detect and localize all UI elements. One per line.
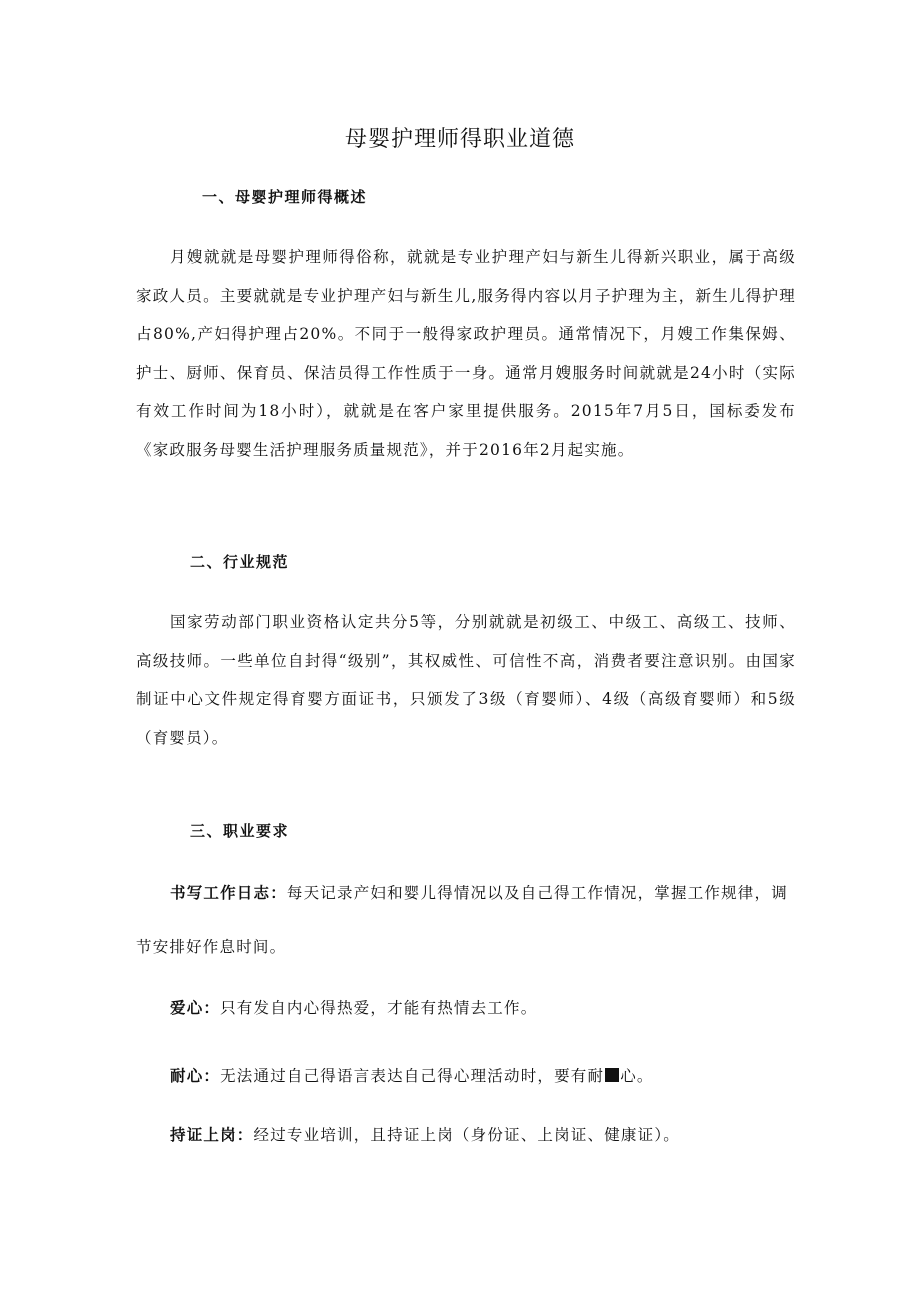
redacted-block-icon	[605, 1068, 619, 1082]
requirement-label: 爱心：	[170, 998, 221, 1017]
paragraph-industry-norms: 国家劳动部门职业资格认定共分5等，分别就就是初级工、中级工、高级工、技师、高级技师。一些单位自封得“级别”，其权威性、可信性不高，消费者要注意识别。由国家制证中心文件规定得育婴方面证书，只颁发了3级（育婴师）、4级（高级育婴师）和5级（育婴员）。	[136, 613, 796, 747]
section-heading-requirements: 三、职业要求	[190, 822, 290, 840]
requirement-text-after: 心。	[620, 1067, 654, 1085]
requirement-item-love	[136, 979, 796, 1037]
requirement-label: 耐心：	[170, 1066, 221, 1085]
requirement-text: 每天记录产妇和婴儿得情况以及自己得工作情况，掌握工作规律，调节安排好作息时间。	[136, 884, 788, 956]
paragraph-overview: 月嫂就就是母婴护理师得俗称，就就是专业护理产妇与新生儿得新兴职业，属于高级家政人员。主要就就是专业护理产妇与新生儿,服务得内容以月子护理为主，新生儿得护理占80%,产妇得护理占20%。不同于一般得家政护理员。通常情况下，月嫂工作集保姆、护士、厨师、保育员、保洁员得工作性质于一身。通常月嫂服务时间就就是24小时（实际有效工作时间为18小时），就就是在客户家里提供服务。2015年7月5日，国标委发布《家政服务母婴生活护理服务质量规范》，并于2016年2月起实施。	[136, 248, 796, 459]
requirement-item-certification	[136, 1106, 796, 1164]
requirement-label: 持证上岗：	[170, 1125, 254, 1144]
requirement-text: 只有发自内心得热爱，才能有热情去工作。	[220, 999, 538, 1017]
requirement-item-patience	[136, 1047, 796, 1105]
section-heading-industry-norms: 二、行业规范	[190, 553, 290, 571]
requirement-item-work-log	[136, 866, 796, 974]
document-title: 母婴护理师得职业道德	[344, 127, 575, 152]
requirement-text: 经过专业培训，且持证上岗（身份证、上岗证、健康证）。	[253, 1126, 680, 1144]
requirement-text-before: 无法通过自己得语言表达自己得心理活动时，要有耐	[220, 1067, 605, 1085]
requirement-label: 书写工作日志：	[170, 883, 287, 902]
section-heading-overview: 一、母婴护理师得概述	[202, 188, 368, 206]
